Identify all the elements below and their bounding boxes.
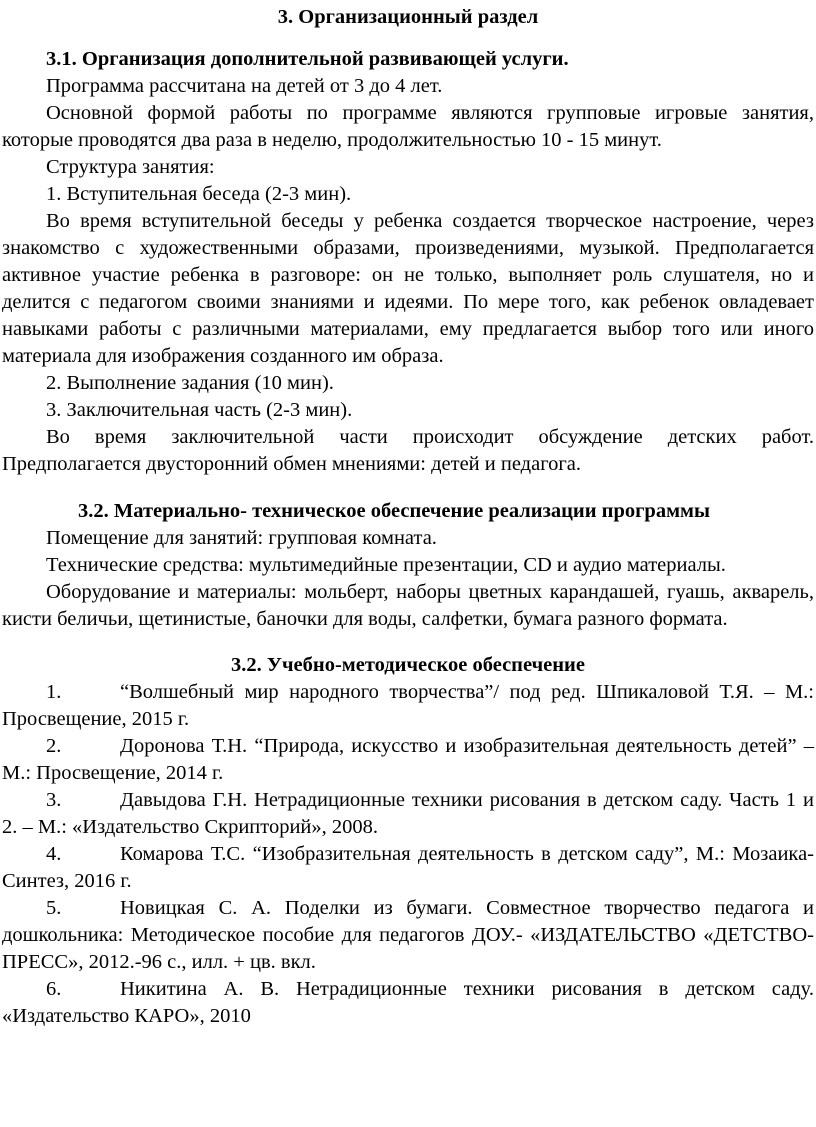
section-3-2-methodical-heading: 3.2. Учебно-методическое обеспечение: [231, 654, 585, 676]
reference-item: [2, 679, 814, 733]
reference-item: [2, 976, 814, 1030]
paragraph-step-1: 1. Вступительная беседа (2-3 мин).: [46, 183, 352, 205]
reference-text: Давыдова Г.Н. Нетрадиционные техники рисования в детском саду. Часть 1 и 2. – М.: «Издательство Скрипторий», 2008.: [2, 789, 814, 838]
document-page: [2, 4, 814, 1030]
paragraph-technical-means: Технические средства: мультимедийные презентации, CD и аудио материалы.: [46, 554, 726, 576]
reference-number: 5.: [46, 897, 62, 919]
reference-number: 6.: [46, 978, 62, 1000]
reference-text: Доронова Т.Н. “Природа, искусство и изобразительная деятельность детей” – М.: Просвещение, 2014 г.: [2, 735, 814, 784]
reference-item: [2, 733, 814, 787]
paragraph-main-form: Основной формой работы по программе являются групповые игровые занятия, которые проводятся два раза в неделю, продолжительностью 10 - 15 минут.: [2, 102, 814, 151]
reference-text: Новицкая С. А. Поделки из бумаги. Совместное творчество педагога и дошкольника: Методическое пособие для педагогов ДОУ.- «ИЗДАТЕЛЬСТВО «ДЕТСТВО-ПРЕСС», 2012.-96 с., илл. + цв. вкл.: [2, 897, 814, 973]
section-3-2-material-heading: 3.2. Материально- техническое обеспечение реализации программы: [78, 500, 710, 522]
paragraph-lesson-structure: Структура занятия:: [46, 156, 215, 178]
reference-text: Комарова Т.С. “Изобразительная деятельность в детском саду”, М.: Мозаика-Синтез, 2016 г.: [2, 843, 814, 892]
reference-item: [2, 787, 814, 841]
paragraph-final-part: Во время заключительной части происходит обсуждение детских работ. Предполагается двусторонний обмен мнениями: детей и педагога.: [2, 426, 814, 475]
paragraph-intro-conversation: Во время вступительной беседы у ребенка создается творческое настроение, через знакомство с художественными образами, произведениями, музыкой. Предполагается активное участие ребенка в разговоре: он не только, выполняет роль слушателя, но и делится с педагогом своими знаниями и идеями. По мере того, как ребенок овладевает навыками работы с различными материалами, ему предлагается выбор того или иного материала для изображения созданного им образа.: [2, 210, 814, 367]
section-title: 3. Организационный раздел: [277, 6, 539, 28]
section-3-1-heading: 3.1. Организация дополнительной развивающей услуги.: [46, 48, 569, 70]
reference-item: [2, 841, 814, 895]
paragraph-step-2: 2. Выполнение задания (10 мин).: [46, 372, 334, 394]
paragraph-equipment: Оборудование и материалы: мольберт, наборы цветных карандашей, гуашь, акварель, кисти беличьи, щетинистые, баночки для воды, салфетки, бумага разного формата.: [2, 581, 814, 630]
reference-number: 4.: [46, 843, 62, 865]
reference-number: 3.: [46, 789, 62, 811]
reference-text: “Волшебный мир народного творчества”/ под ред. Шпикаловой Т.Я. – М.: Просвещение, 2015 г.: [2, 681, 814, 730]
reference-number: 1.: [46, 681, 62, 703]
paragraph-step-3: 3. Заключительная часть (2-3 мин).: [46, 399, 353, 421]
reference-text: Никитина А. В. Нетрадиционные техники рисования в детском саду. «Издательство КАРО», 2010: [2, 978, 814, 1027]
paragraph-room: Помещение для занятий: групповая комната.: [46, 527, 437, 549]
paragraph-age-range: Программа рассчитана на детей от 3 до 4 лет.: [46, 75, 443, 97]
reference-number: 2.: [46, 735, 62, 757]
reference-item: [2, 895, 814, 976]
